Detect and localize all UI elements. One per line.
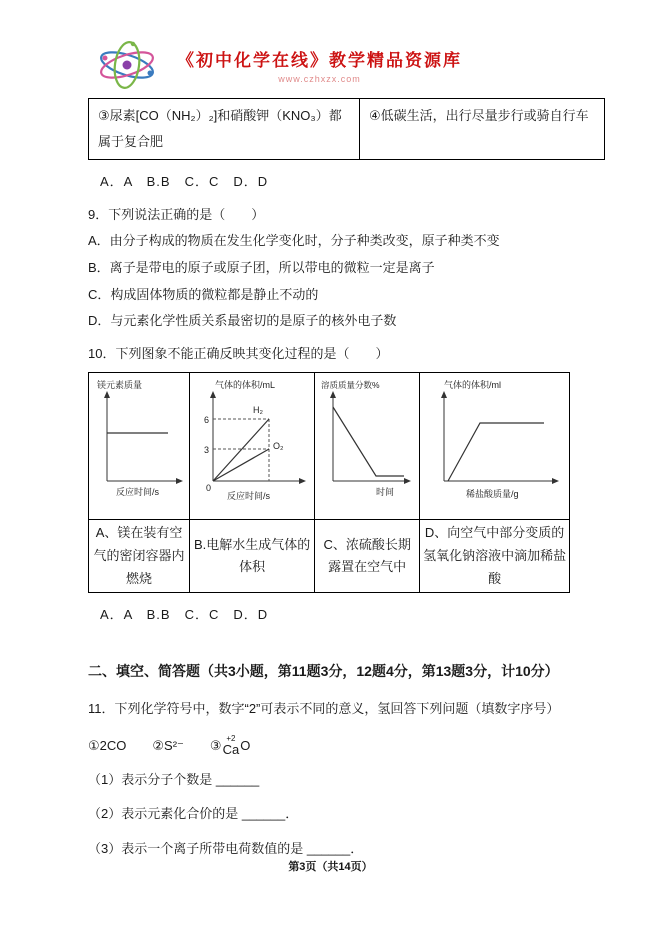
question11-symbols xyxy=(88,733,570,760)
chart-d-cell xyxy=(420,373,570,520)
chart-b-tick-6: 6 xyxy=(204,415,210,426)
chart-b-xlabel: 反应时间/s xyxy=(227,491,271,502)
question9-stem: 9．下列说法正确的是（ ） xyxy=(88,206,265,222)
chart-a-magnesium-mass xyxy=(92,375,186,507)
header xyxy=(95,38,462,92)
question11-part1: （1）表示分子个数是 ______ xyxy=(88,772,260,788)
symbol-sulfide-ion: ②S²⁻ xyxy=(152,737,184,753)
chart-c-xlabel: 时间 xyxy=(376,487,395,498)
chart-b-tick-3: 3 xyxy=(204,445,210,456)
chart-c-solute-fraction xyxy=(318,375,416,507)
element-o: O xyxy=(240,737,251,753)
valence-plus2: +2 xyxy=(226,734,236,743)
chart-c-cell xyxy=(315,373,420,520)
chart-c-ylabel: 溶质质量分数% xyxy=(321,380,380,391)
statement-3-cell: ③尿素[CO（NH₂）₂]和硝酸钾（KNO₃）都属于复合肥 xyxy=(89,99,360,160)
question8-statements-table xyxy=(88,98,605,160)
chart-a-xlabel: 反应时间/s xyxy=(116,487,160,498)
chart-b-ylabel: 气体的体积/mL xyxy=(215,380,276,391)
question11-stem: 11．下列化学符号中，数字“2”可表示不同的意义，氢回答下列问题（填数字序号） xyxy=(88,701,560,717)
chart-a-cell xyxy=(89,373,190,520)
question10-chart-table xyxy=(88,372,570,593)
page-footer: 第3页（共14页） xyxy=(288,861,373,873)
site-title: 《初中化学在线》教学精品资源库 xyxy=(177,51,462,70)
chart-b-h2-label: H₂ xyxy=(253,405,264,416)
chart-a-caption: A、镁在装有空气的密闭容器内燃烧 xyxy=(89,520,190,593)
question11-part3: （3）表示一个离子所带电荷数值的是 ______． xyxy=(88,840,364,856)
symbol-2co: ①2CO xyxy=(88,737,127,753)
question11-part2: （2）表示元素化合价的是 ______． xyxy=(88,806,299,822)
chart-d-gas-vs-acid xyxy=(424,375,566,507)
question9-option-c: C．构成固体物质的微粒都是静止不动的 xyxy=(88,286,319,302)
atom-logo-icon xyxy=(95,38,159,92)
question10-stem: 10．下列图象不能正确反映其变化过程的是（ ） xyxy=(88,345,389,361)
chart-b-o2-label: O₂ xyxy=(273,441,284,452)
chart-b-electrolysis-gas xyxy=(193,375,311,507)
question9-option-b: B．离子是带电的原子或原子团，所以带电的微粒一定是离子 xyxy=(88,259,435,275)
chart-b-origin-label: 0 xyxy=(206,483,212,494)
chart-a-ylabel: 镁元素质量 xyxy=(97,380,143,391)
chart-b-caption: B.电解水生成气体的体积 xyxy=(190,520,315,593)
chart-b-cell xyxy=(190,373,315,520)
header-text xyxy=(177,46,462,84)
section2-heading: 二、填空、简答题（共3小题，第11题3分，12题4分，第13题3分，计10分） xyxy=(88,663,559,680)
chart-d-xlabel: 稀盐酸质量/g xyxy=(465,489,519,500)
valence-stack xyxy=(223,735,240,757)
document-content xyxy=(88,98,589,862)
chart-c-caption: C、浓硫酸长期露置在空气中 xyxy=(315,520,420,593)
site-url: www.czhxzx.com xyxy=(278,74,361,84)
answer-choices-line-q10: A．A B.B C．C D．D xyxy=(100,607,269,623)
question9-option-a: A．由分子构成的物质在发生化学变化时，分子种类改变，原子种类不变 xyxy=(88,233,500,249)
chart-d-ylabel: 气体的体积/ml xyxy=(443,380,501,391)
answer-choices-line-q8: A．A B.B C．C D．D xyxy=(100,174,269,189)
chart-d-caption: D、向空气中部分变质的氢氧化钠溶液中滴加稀盐酸 xyxy=(420,520,570,593)
statement-4-cell: ④低碳生活，出行尽量步行或骑自行车 xyxy=(360,99,605,160)
question9-option-d: D．与元素化学性质关系最密切的是原子的核外电子数 xyxy=(88,313,397,329)
symbol-3-prefix: ③ xyxy=(209,737,222,753)
symbol-calcium-oxide-valence xyxy=(210,733,250,760)
element-ca: Ca xyxy=(222,742,240,757)
